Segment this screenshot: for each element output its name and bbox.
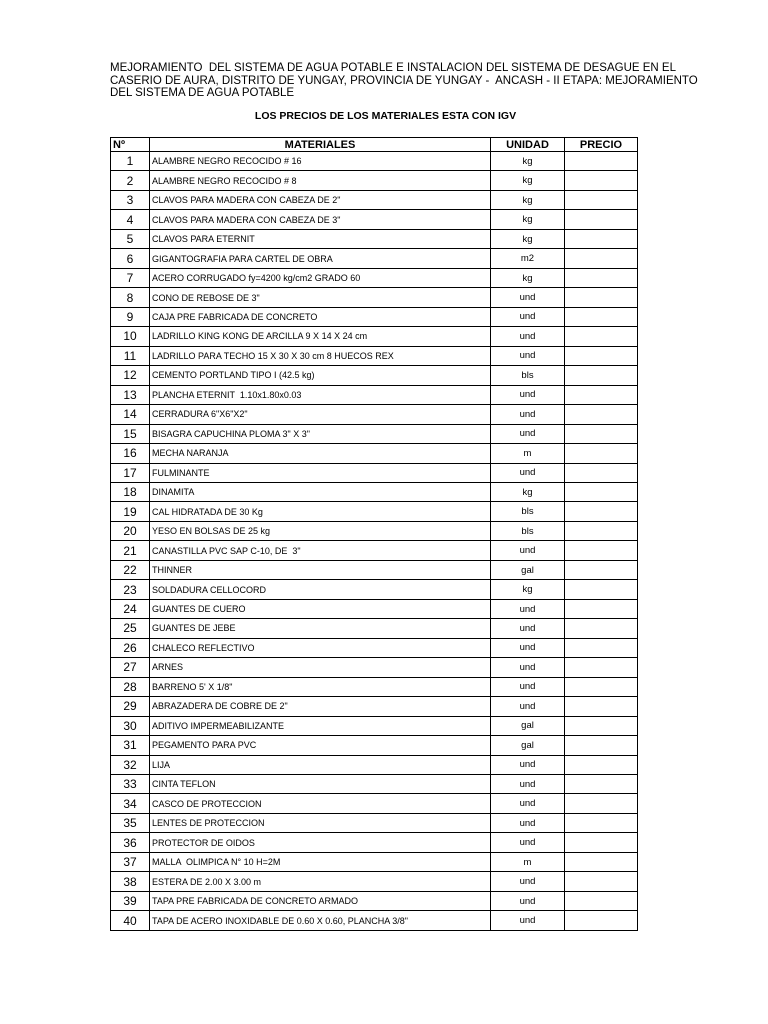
unit-cell: und <box>491 288 565 307</box>
price-cell <box>565 756 638 775</box>
unit-cell: und <box>491 756 565 775</box>
unit-cell: und <box>491 678 565 697</box>
item-number: 3 <box>111 191 150 210</box>
item-number: 8 <box>111 288 150 307</box>
table-row <box>111 366 638 385</box>
price-cell <box>565 444 638 463</box>
price-cell <box>565 171 638 190</box>
table-row <box>111 853 638 872</box>
price-cell <box>565 425 638 444</box>
price-cell <box>565 833 638 852</box>
table-row <box>111 794 638 813</box>
unit-cell: und <box>491 639 565 658</box>
material-name: LADRILLO PARA TECHO 15 X 30 X 30 cm 8 HUECOS REX <box>150 347 491 366</box>
table-row <box>111 580 638 599</box>
header-number: Nº <box>111 138 150 152</box>
item-number: 1 <box>111 152 150 171</box>
header-materials: MATERIALES <box>150 138 491 152</box>
material-name: PROTECTOR DE OIDOS <box>150 833 491 852</box>
item-number: 39 <box>111 892 150 911</box>
material-name: CEMENTO PORTLAND TIPO I (42.5 kg) <box>150 366 491 385</box>
material-name: CONO DE REBOSE DE 3" <box>150 288 491 307</box>
item-number: 7 <box>111 269 150 288</box>
project-title <box>110 62 698 100</box>
unit-cell: und <box>491 619 565 638</box>
item-number: 12 <box>111 366 150 385</box>
price-cell <box>565 269 638 288</box>
price-cell <box>565 697 638 716</box>
price-cell <box>565 814 638 833</box>
material-name: ARNES <box>150 658 491 677</box>
material-name: MALLA OLIMPICA N° 10 H=2M <box>150 853 491 872</box>
unit-cell: bls <box>491 522 565 541</box>
unit-cell: und <box>491 892 565 911</box>
material-name: CLAVOS PARA MADERA CON CABEZA DE 2" <box>150 191 491 210</box>
price-cell <box>565 522 638 541</box>
item-number: 21 <box>111 541 150 560</box>
table-row <box>111 210 638 229</box>
unit-cell: kg <box>491 152 565 171</box>
price-cell <box>565 230 638 249</box>
unit-cell: kg <box>491 210 565 229</box>
material-name: PEGAMENTO PARA PVC <box>150 736 491 755</box>
price-cell <box>565 464 638 483</box>
project-title-line: CASERIO DE AURA, DISTRITO DE YUNGAY, PROVINCIA DE YUNGAY - ANCASH - II ETAPA: MEJORAMIENTO <box>110 74 698 87</box>
table-row <box>111 678 638 697</box>
table-row <box>111 697 638 716</box>
materials-table <box>110 137 638 931</box>
table-row <box>111 230 638 249</box>
price-cell <box>565 794 638 813</box>
price-cell <box>565 541 638 560</box>
material-name: CASCO DE PROTECCION <box>150 794 491 813</box>
item-number: 29 <box>111 697 150 716</box>
header-price: PRECIO <box>565 138 638 152</box>
unit-cell: und <box>491 775 565 794</box>
table-row <box>111 600 638 619</box>
table-row <box>111 814 638 833</box>
table-row <box>111 833 638 852</box>
item-number: 40 <box>111 911 150 930</box>
unit-cell: und <box>491 833 565 852</box>
unit-cell: gal <box>491 561 565 580</box>
unit-cell: kg <box>491 230 565 249</box>
material-name: CERRADURA 6"X6"X2" <box>150 405 491 424</box>
item-number: 35 <box>111 814 150 833</box>
unit-cell: gal <box>491 717 565 736</box>
price-cell <box>565 347 638 366</box>
table-row <box>111 736 638 755</box>
item-number: 4 <box>111 210 150 229</box>
material-name: FULMINANTE <box>150 464 491 483</box>
material-name: CANASTILLA PVC SAP C-10, DE 3" <box>150 541 491 560</box>
unit-cell: kg <box>491 483 565 502</box>
header-unit: UNIDAD <box>491 138 565 152</box>
material-name: TAPA PRE FABRICADA DE CONCRETO ARMADO <box>150 892 491 911</box>
table-row <box>111 269 638 288</box>
item-number: 28 <box>111 678 150 697</box>
item-number: 22 <box>111 561 150 580</box>
unit-cell: und <box>491 386 565 405</box>
material-name: CINTA TEFLON <box>150 775 491 794</box>
unit-cell: und <box>491 814 565 833</box>
price-cell <box>565 152 638 171</box>
price-cell <box>565 405 638 424</box>
unit-cell: und <box>491 347 565 366</box>
item-number: 33 <box>111 775 150 794</box>
unit-cell: kg <box>491 171 565 190</box>
table-row <box>111 756 638 775</box>
item-number: 17 <box>111 464 150 483</box>
unit-cell: und <box>491 794 565 813</box>
unit-cell: bls <box>491 502 565 521</box>
item-number: 31 <box>111 736 150 755</box>
table-row <box>111 327 638 346</box>
table-row <box>111 541 638 560</box>
item-number: 2 <box>111 171 150 190</box>
item-number: 13 <box>111 386 150 405</box>
table-row <box>111 152 638 171</box>
material-name: GUANTES DE JEBE <box>150 619 491 638</box>
price-cell <box>565 717 638 736</box>
item-number: 36 <box>111 833 150 852</box>
table-row <box>111 171 638 190</box>
table-row <box>111 249 638 268</box>
item-number: 32 <box>111 756 150 775</box>
price-note: LOS PRECIOS DE LOS MATERIALES ESTA CON IGV <box>254 110 517 122</box>
item-number: 10 <box>111 327 150 346</box>
price-cell <box>565 600 638 619</box>
table-row <box>111 717 638 736</box>
material-name: ALAMBRE NEGRO RECOCIDO # 16 <box>150 152 491 171</box>
material-name: DINAMITA <box>150 483 491 502</box>
table-row <box>111 872 638 891</box>
unit-cell: und <box>491 872 565 891</box>
table-row <box>111 911 638 930</box>
price-cell <box>565 580 638 599</box>
unit-cell: und <box>491 658 565 677</box>
project-title-line: MEJORAMIENTO DEL SISTEMA DE AGUA POTABLE E INSTALACION DEL SISTEMA DE DESAGUE EN EL <box>110 62 676 74</box>
item-number: 16 <box>111 444 150 463</box>
price-cell <box>565 249 638 268</box>
material-name: PLANCHA ETERNIT 1.10x1.80x0.03 <box>150 386 491 405</box>
unit-cell: kg <box>491 191 565 210</box>
item-number: 15 <box>111 425 150 444</box>
material-name: BISAGRA CAPUCHINA PLOMA 3" X 3" <box>150 425 491 444</box>
table-row <box>111 658 638 677</box>
price-cell <box>565 191 638 210</box>
material-name: CLAVOS PARA ETERNIT <box>150 230 491 249</box>
item-number: 5 <box>111 230 150 249</box>
price-cell <box>565 678 638 697</box>
table-row <box>111 561 638 580</box>
price-cell <box>565 658 638 677</box>
material-name: GIGANTOGRAFIA PARA CARTEL DE OBRA <box>150 249 491 268</box>
table-row <box>111 464 638 483</box>
material-name: LENTES DE PROTECCION <box>150 814 491 833</box>
material-name: ALAMBRE NEGRO RECOCIDO # 8 <box>150 171 491 190</box>
unit-cell: und <box>491 600 565 619</box>
table-row <box>111 444 638 463</box>
price-cell <box>565 736 638 755</box>
table-row <box>111 405 638 424</box>
price-cell <box>565 853 638 872</box>
material-name: LADRILLO KING KONG DE ARCILLA 9 X 14 X 24 cm <box>150 327 491 346</box>
material-name: GUANTES DE CUERO <box>150 600 491 619</box>
item-number: 20 <box>111 522 150 541</box>
material-name: THINNER <box>150 561 491 580</box>
unit-cell: und <box>491 911 565 930</box>
price-cell <box>565 288 638 307</box>
table-row <box>111 775 638 794</box>
price-cell <box>565 639 638 658</box>
price-cell <box>565 775 638 794</box>
table-row <box>111 308 638 327</box>
material-name: ABRAZADERA DE COBRE DE 2" <box>150 697 491 716</box>
unit-cell: m <box>491 853 565 872</box>
table-row <box>111 619 638 638</box>
item-number: 11 <box>111 347 150 366</box>
unit-cell: kg <box>491 269 565 288</box>
item-number: 19 <box>111 502 150 521</box>
item-number: 14 <box>111 405 150 424</box>
price-cell <box>565 892 638 911</box>
table-row <box>111 483 638 502</box>
item-number: 24 <box>111 600 150 619</box>
table-row <box>111 386 638 405</box>
table-row <box>111 522 638 541</box>
material-name: CLAVOS PARA MADERA CON CABEZA DE 3" <box>150 210 491 229</box>
price-cell <box>565 366 638 385</box>
material-name: SOLDADURA CELLOCORD <box>150 580 491 599</box>
unit-cell: m2 <box>491 249 565 268</box>
price-cell <box>565 483 638 502</box>
price-cell <box>565 911 638 930</box>
unit-cell: bls <box>491 366 565 385</box>
item-number: 30 <box>111 717 150 736</box>
item-number: 26 <box>111 639 150 658</box>
price-cell <box>565 872 638 891</box>
item-number: 38 <box>111 872 150 891</box>
item-number: 9 <box>111 308 150 327</box>
unit-cell: und <box>491 405 565 424</box>
price-cell <box>565 308 638 327</box>
material-name: ESTERA DE 2.00 X 3.00 m <box>150 872 491 891</box>
material-name: YESO EN BOLSAS DE 25 kg <box>150 522 491 541</box>
material-name: MECHA NARANJA <box>150 444 491 463</box>
price-cell <box>565 561 638 580</box>
item-number: 34 <box>111 794 150 813</box>
table-row <box>111 639 638 658</box>
unit-cell: und <box>491 541 565 560</box>
material-name: LIJA <box>150 756 491 775</box>
table-row <box>111 288 638 307</box>
unit-cell: m <box>491 444 565 463</box>
price-cell <box>565 210 638 229</box>
material-name: CHALECO REFLECTIVO <box>150 639 491 658</box>
unit-cell: und <box>491 464 565 483</box>
table-header-row <box>111 138 638 152</box>
material-name: TAPA DE ACERO INOXIDABLE DE 0.60 X 0.60, PLANCHA 3/8" <box>150 911 491 930</box>
unit-cell: und <box>491 425 565 444</box>
material-name: CAL HIDRATADA DE 30 Kg <box>150 502 491 521</box>
unit-cell: kg <box>491 580 565 599</box>
price-cell <box>565 502 638 521</box>
item-number: 27 <box>111 658 150 677</box>
table-row <box>111 347 638 366</box>
price-cell <box>565 386 638 405</box>
unit-cell: und <box>491 697 565 716</box>
table-row <box>111 191 638 210</box>
material-name: ADITIVO IMPERMEABILIZANTE <box>150 717 491 736</box>
item-number: 37 <box>111 853 150 872</box>
unit-cell: gal <box>491 736 565 755</box>
project-title-line: DEL SISTEMA DE AGUA POTABLE <box>110 87 295 99</box>
price-cell <box>565 619 638 638</box>
item-number: 18 <box>111 483 150 502</box>
price-cell <box>565 327 638 346</box>
material-name: BARRENO 5' X 1/8" <box>150 678 491 697</box>
table-row <box>111 502 638 521</box>
material-name: ACERO CORRUGADO fy=4200 kg/cm2 GRADO 60 <box>150 269 491 288</box>
item-number: 6 <box>111 249 150 268</box>
unit-cell: und <box>491 327 565 346</box>
unit-cell: und <box>491 308 565 327</box>
item-number: 25 <box>111 619 150 638</box>
item-number: 23 <box>111 580 150 599</box>
table-row <box>111 892 638 911</box>
table-row <box>111 425 638 444</box>
material-name: CAJA PRE FABRICADA DE CONCRETO <box>150 308 491 327</box>
